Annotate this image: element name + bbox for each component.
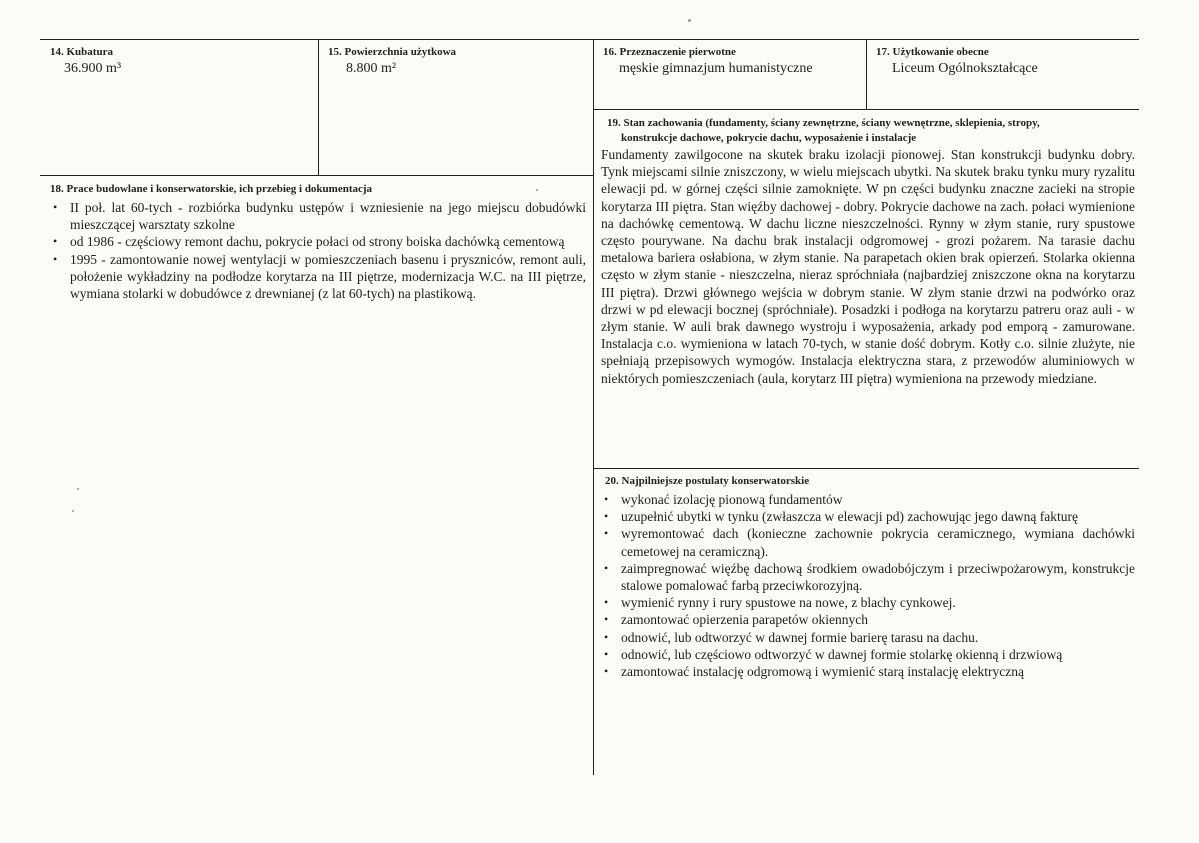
field-16-value: męskie gimnazjum humanistyczne xyxy=(619,61,813,76)
row-divider-20 xyxy=(593,468,1139,469)
field-15-label: 15. Powierzchnia użytkowa xyxy=(328,46,457,58)
list-item: • zamontować opierzenia parapetów okiennych xyxy=(601,611,1135,628)
column-divider-14-15 xyxy=(318,39,319,176)
field-16-label: 16. Przeznaczenie pierwotne xyxy=(603,46,736,58)
field-14-kubatura xyxy=(50,45,310,77)
list-item: • II poł. lat 60-tych - rozbiórka budynku ustępów i wzniesienie na jego miejscu dobudówki mieszczącej warsztaty szkolne xyxy=(50,199,586,233)
field-18-list xyxy=(50,199,586,302)
column-divider-main xyxy=(593,39,594,775)
scan-speck xyxy=(77,488,79,490)
list-item: • od 1986 - częściowy remont dachu, pokrycie połaci od strony boiska dachówką cementową xyxy=(50,233,586,250)
field-19-label-line1: 19. Stan zachowania (fundamenty, ściany zewnętrzne, ściany wewnętrzne, sklepienia, stropy, xyxy=(607,117,1040,129)
list-item: • wyremontować dach (konieczne zachownie pokrycia ceramicznego, wymiana dachówki cemetowej na ceramiczną). xyxy=(601,525,1135,559)
field-14-value: 36.900 m³ xyxy=(64,61,122,76)
list-item: • odnowić, lub odtworzyć w dawnej formie barierę tarasu na dachu. xyxy=(601,629,1135,646)
list-item: • zamontować instalację odgromową i wymienić starą instalację elektryczną xyxy=(601,663,1135,680)
field-20-postulaty xyxy=(601,474,1135,680)
field-16-przeznaczenie xyxy=(603,45,861,77)
field-17-value: Liceum Ogólnokształcące xyxy=(892,61,1038,76)
row-divider-18 xyxy=(40,175,593,176)
field-17-uzytkowanie xyxy=(876,45,1136,77)
table-top-border xyxy=(40,39,1139,40)
field-14-label: 14. Kubatura xyxy=(50,46,113,58)
field-17-label: 17. Użytkowanie obecne xyxy=(876,46,989,58)
list-item: • wykonać izolację pionową fundamentów xyxy=(601,491,1135,508)
list-item: • zaimpregnować więźbę dachową środkiem owadobójczym i przeciwpożarowym, konstrukcje stalowe pomalować farbą przeciwkorozyjną. xyxy=(601,560,1135,594)
field-15-powierzchnia xyxy=(328,45,588,77)
list-item: • 1995 - zamontowanie nowej wentylacji w pomieszczeniach basenu i pryszniców, remont auli, położenie wykładziny na podłodze korytarza na III piętrze, modernizacja W.C. na III piętrze, wymiana stolarki w dobudówce z drewnianej (z lat 60-tych) na plastikową. xyxy=(50,251,586,303)
field-20-label: 20. Najpilniejsze postulaty konserwatorskie xyxy=(605,475,810,487)
scan-speck xyxy=(72,510,74,512)
scan-speck xyxy=(688,19,691,22)
field-18-label: 18. Prace budowlane i konserwatorskie, ich przebieg i dokumentacja xyxy=(50,183,373,195)
field-19-stan-zachowania xyxy=(601,116,1135,387)
list-item: • wymienić rynny i rury spustowe na nowe, z blachy cynkowej. xyxy=(601,594,1135,611)
field-15-value: 8.800 m² xyxy=(346,61,397,76)
list-item: • uzupełnić ubytki w tynku (zwłaszcza w elewacji pd) zachowując jego dawną fakturę xyxy=(601,508,1135,525)
field-19-text: Fundamenty zawilgocone na skutek braku izolacji pionowej. Stan konstrukcji budynku dobry. Tynk miejscami silnie zniszczony, w wielu miejscach ubytki. Na skutek braku tynku mury ryzalitu elewacji pd. w górnej części silnie zamoknięte. W pn części budynku znaczne zacieki na stropie korytarza III piętra. Stan więźby dachowej - dobry. Pokrycie dachowe na zach. połaci wymienione na dachówkę cementową. W dachu liczne nieszczelności. Rynny w złym stanie, rury spustowe często pourywane. Na dachu brak instalacji odgromowej - grozi pożarem. Na tarasie dachu metalowa bariera osłabiona, w złym stanie. Na parapetach okien brak opierzeń. Stolarka okienna często w złym stanie - nieszczelna, nieraz spróchniała (najbardziej zniszczone okna na korytarzu III piętra). Drzwi głównego wejścia w dobrym stanie. W złym stanie drzwi na podwórko oraz drzwi w pd elewacji bocznej (spróchniałe). Posadzki i podłoga na korytarzu patreru oraz auli - w złym stanie. W auli brak dawnego wystroju i wyposażenia, arkady pod emporą - zamurowane. Instalacja c.o. wymieniona w latach 70-tych, w stanie dość dobrym. Kotły c.o. silnie zlużyte, nie spełniają przepisowych wymogów. Instalacja elektryczna stara, z przewodów aluminiowych w niektórych pomieszczeniach (aula, korytarz III piętra) wymieniona na przewody miedziane. xyxy=(601,147,1135,386)
column-divider-16-17 xyxy=(866,39,867,110)
list-item: • odnowić, lub częściowo odtworzyć w dawnej formie stolarkę okienną i drzwiową xyxy=(601,646,1135,663)
field-20-list xyxy=(601,491,1135,680)
field-18-prace xyxy=(50,182,586,302)
field-19-label-line2: konstrukcje dachowe, pokrycie dachu, wyposażenie i instalacje xyxy=(621,132,917,144)
